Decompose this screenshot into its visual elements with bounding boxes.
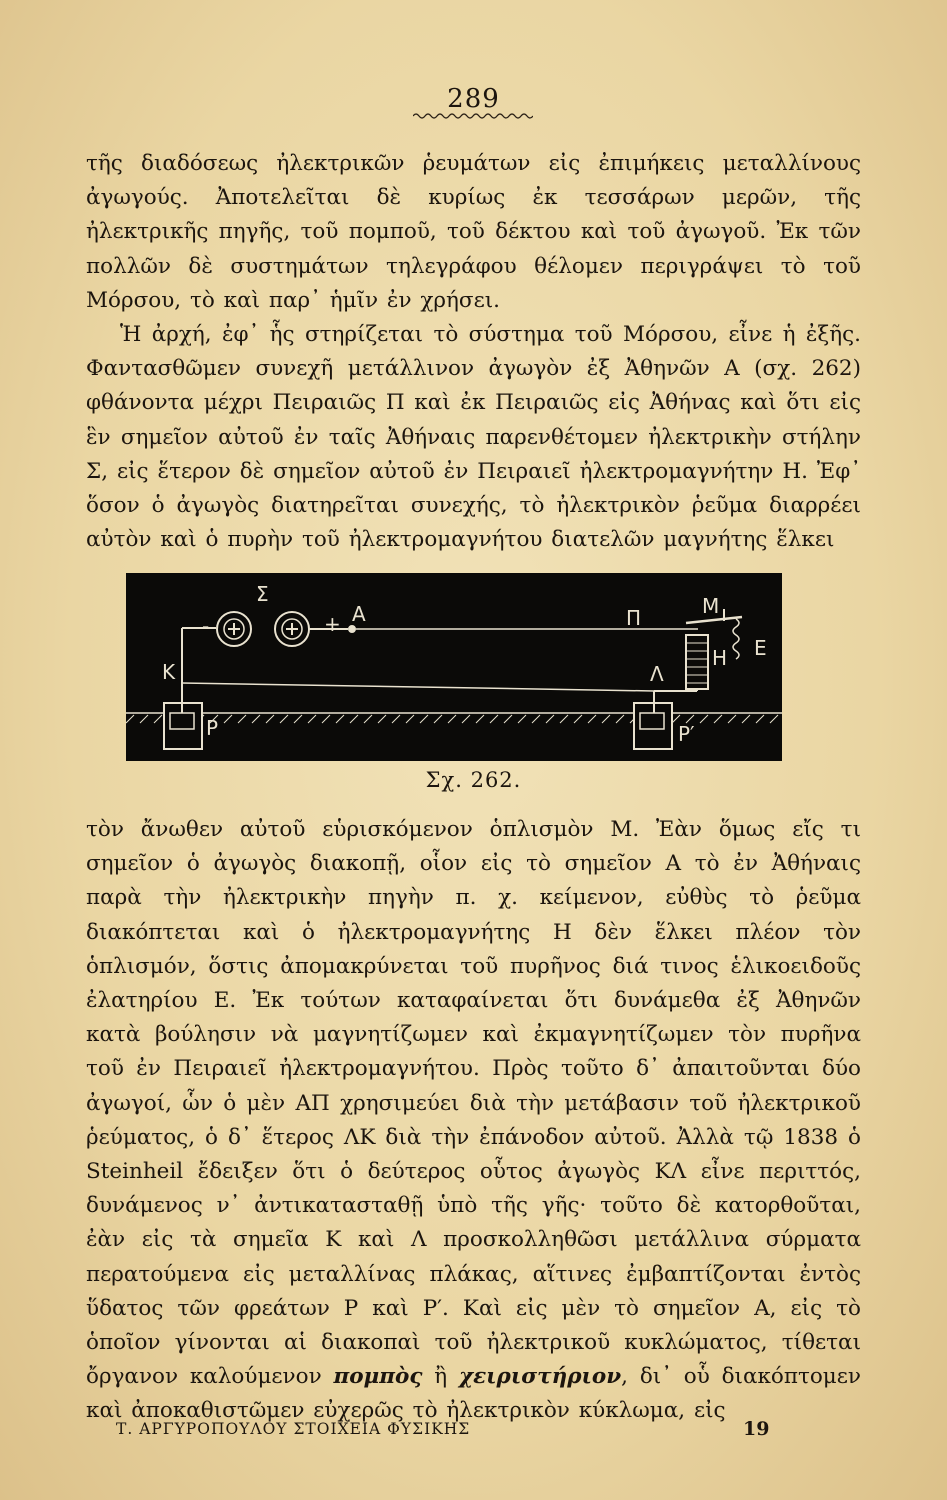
label-sigma: Σ [256, 582, 269, 606]
paragraph-intro: τῆς διαδόσεως ἠλεκτρικῶν ῥευμάτων εἰς ἐπιμήκεις μεταλλίνους ἀγωγούς. Ἀποτελεῖται δὲ κυρίως ἐκ τεσσάρων μερῶν, τῆς ἠλεκτρικῆς πηγῆς, τοῦ πομποῦ, τοῦ δέκτου καὶ τοῦ ἀγωγοῦ. Ἐκ τῶν πολλῶν δὲ συστημάτων τηλεγράφου θέλομεν περιγράψει τὸ τοῦ Μόρσου, τὸ καὶ παρ᾽ ἡμῖν ἐν χρήσει. [86, 151, 861, 313]
figure-caption: Σχ. 262. [425, 768, 522, 792]
spiral-spring [733, 619, 739, 659]
label-kappa: Κ [162, 660, 176, 684]
label-eta: Η [712, 646, 728, 670]
explanation-text-c: , δι᾽ οὗ διακόπτομεν καὶ ἀποκαθιστῶμεν εὐχερῶς τὸ ἠλεκτρικὸν κύκλωμα, εἰς [86, 1364, 861, 1424]
telegraph-circuit-figure [126, 573, 782, 761]
label-minus: - [202, 614, 210, 638]
explanation-text-a: τὸν ἄνωθεν αὐτοῦ εὑρισκόμενον ὁπλισμὸν Μ. Ἐὰν ὅμως εἴς τι σημεῖον ὁ ἀγωγὸς διακοπῇ, οἷον εἰς τὸ σημεῖον Α τὸ ἐν Ἀθήναις παρὰ τὴν ἠλεκτρικὴν πηγὴν π. χ. κείμενον, εὐθὺς τὸ ῥεῦμα διακόπτεται καὶ ὁ ἠλεκτρομαγνήτης Η δὲν ἕλκει πλέον τὸν ὁπλισμόν, ὅστις ἀπομακρύνεται τοῦ πυρῆνος διά τινος ἑλικοειδοῦς ἐλατηρίου Ε. Ἐκ τούτων καταφαίνεται ὅτι δυνάμεθα ἐξ Ἀθηνῶν κατὰ βούλησιν νὰ μαγνητίζωμεν καὶ ἐκμαγνητίζωμεν τὸν πυρῆνα τοῦ ἐν Πειραιεῖ ἠλεκτρομαγνήτου. Πρὸς τοῦτο δ᾽ ἀπαιτοῦνται δύο ἀγωγοί, ὧν ὁ μὲν ΑΠ χρησιμεύει διὰ τὴν μετάβασιν τοῦ ἠλεκτρικοῦ ῥεύματος, ὁ δ᾽ ἕτερος ΛΚ διὰ τὴν ἐπάνοδον αὐτοῦ. Ἀλλὰ τῷ 1838 ὁ Steinheil ἔδειξεν ὅτι ὁ δεύτερος οὗτος ἀγωγὸς ΚΛ εἶνε περιττός, δυνάμενος ν᾽ ἀντικατασταθῇ ὑπὸ τῆς γῆς· τοῦτο δὲ κατορθοῦται, ἐὰν εἰς τὰ σημεῖα Κ καὶ Λ προσκολληθῶσι μετάλλινα σύρματα περατούμενα εἰς μεταλλίνας πλάκας, αἵτινες ἐμβαπτίζονται ἐντὸς ὕδατος τῶν φρεάτων Ρ καὶ Ρ′. Καὶ εἰς μὲν τὸ σημεῖον Α, εἰς τὸ ὁποῖον γίνονται αἱ διακοπαὶ τοῦ ἠλεκτρικοῦ κυκλώματος, τίθεται ὄργανον καλούμενον [86, 817, 861, 1390]
term-transmitter: πομπὸς [333, 1364, 423, 1390]
label-a: Α [352, 602, 366, 626]
paragraph-explanation [86, 813, 861, 1429]
explanation-text-b: ἢ [422, 1364, 459, 1390]
paragraph-principle: Ἡ ἀρχή, ἐφ᾽ ἧς στηρίζεται τὸ σύστημα τοῦ Μόρσου, εἶνε ἡ ἐξῆς. Φαντασθῶμεν συνεχῆ μετάλλινον ἀγωγὸν ἐξ Ἀθηνῶν Α (σχ. 262) φθάνοντα μέχρι Πειραιῶς Π καὶ ἐκ Πειραιῶς εἰς Ἀθήνας καὶ ὅτι εἰς ἓν σημεῖον αὐτοῦ ἐν ταῖς Ἀθήναις παρενθέτομεν ἠλεκτρικὴν στήλην Σ, εἰς ἕτερον δὲ σημεῖον αὐτοῦ ἐν Πειραιεῖ ἠλεκτρομαγνήτην Η. Ἐφ᾽ ὅσον ὁ ἀγωγὸς διατηρεῖται συνεχής, τὸ ἠλεκτρικὸν ῥεῦμα διαρρέει αὐτὸν καὶ ὁ πυρὴν τοῦ ἠλεκτρομαγνήτου διατελῶν μαγνήτης ἕλκει [86, 322, 861, 553]
wavy-rule-ornament [413, 112, 533, 120]
telegraph-diagram [126, 573, 782, 761]
footer-signature: Τ. ΑΡΓΥΡΟΠΟΥΛΟΥ ΣΤΟΙΧΕΙΑ ΦΥΣΙΚΗΣ [116, 1420, 471, 1438]
term-key: χειριστήριον [458, 1364, 622, 1390]
page-number: 289 [447, 84, 500, 114]
label-mu: Μ [702, 594, 720, 618]
label-rho: Ρ [206, 716, 219, 740]
sheet-number: 19 [743, 1418, 770, 1440]
switch-point-a [349, 626, 355, 632]
label-pi: Π [626, 606, 642, 630]
return-wire [182, 683, 654, 691]
label-rho-prime: Ρ′ [678, 722, 695, 746]
label-plus: + [324, 612, 341, 636]
label-epsilon: Ε [754, 636, 767, 660]
label-lambda: Λ [650, 662, 664, 686]
